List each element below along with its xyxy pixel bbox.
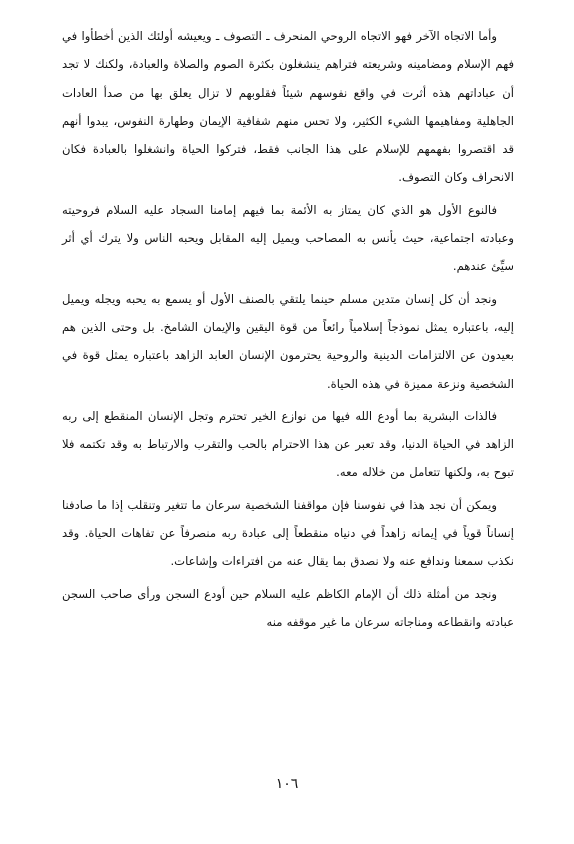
paragraph-5: ويمكن أن نجد هذا في نفوسنا فإن مواقفنا الشخصية سرعان ما تتغير وتنقلب إذا ما صادفنا إنساناً قوياً في إيمانه زاهداً في دنياه منقطعاً إلى عبادة ربه منصرفاً عن تفاهات الحياة. وقد نكذب سمعنا وندافع عنه ولا نصدق بما يقال عنه من افتراءات وإشاعات.: [62, 497, 514, 569]
paragraph-3: ونجد أن كل إنسان متدين مسلم حينما يلتقي بالصنف الأول أو يسمع به يحبه ويجله ويميل إليه، باعتباره يمثل نموذجاً إسلامياً رائعاً من قوة اليقين والإيمان الشامخ. بل وحتى الذين هم بعيدون عن الالتزامات الدينية والروحية يحترمون الإنسان العابد الزاهد باعتباره يمثل قوة في الشخصية ونزعة مميزة في هذه الحياة.: [62, 291, 514, 391]
page-body: [62, 22, 514, 640]
paragraph-6: ونجد من أمثلة ذلك أن الإمام الكاظم عليه السلام حين أودع السجن ورأى صاحب السجن عبادته وانقطاعه ومناجاته سرعان ما غير موقفه منه: [62, 586, 514, 629]
paragraph-1: وأما الاتجاه الآخر فهو الاتجاه الروحي المنحرف ـ التصوف ـ ويعيشه أولئك الذين أخطأوا في فهم الإسلام ومضامينه وشريعته فتراهم ينشغلون بكثرة الصوم والصلاة والعبادة، ولكنك لا تجد أن عباداتهم هذه أثرت في واقع نفوسهم شيئاً فقلوبهم لا تزال يعلق بها من صدأ العادات الجاهلية ومفاهيمها الشيء الكثير، ولا تحس منهم شفافية الإيمان وطهارة النفوس، يبدوا أنهم قد اقتصروا بفهمهم للإسلام على هذا الجانب فقط، فتركوا الحياة وانشغلوا بالعبادة فكان الانحراف وكان التصوف.: [62, 29, 514, 185]
paragraph-4: فالذات البشرية بما أودع الله فيها من نوازع الخير تحترم وتجل الإنسان المنقطع إلى ربه الزاهد في الحياة الدنيا، وقد تعبر عن هذا الاحترام بالحب والتقرب والارتباط به وقد تكتمه فلا تبوح به، ولكنها تتعامل من خلاله معه.: [62, 408, 514, 480]
paragraph-2: فالنوع الأول هو الذي كان يمتاز به الأئمة بما فيهم إمامنا السجاد عليه السلام فروحيته وعبادته اجتماعية، حيث يأنس به المصاحب ويميل إليه المقابل ويحبه الناس ولا يترك أي أثر سيِّئ عندهم.: [62, 202, 514, 274]
page-number: ١٠٦: [275, 776, 299, 792]
